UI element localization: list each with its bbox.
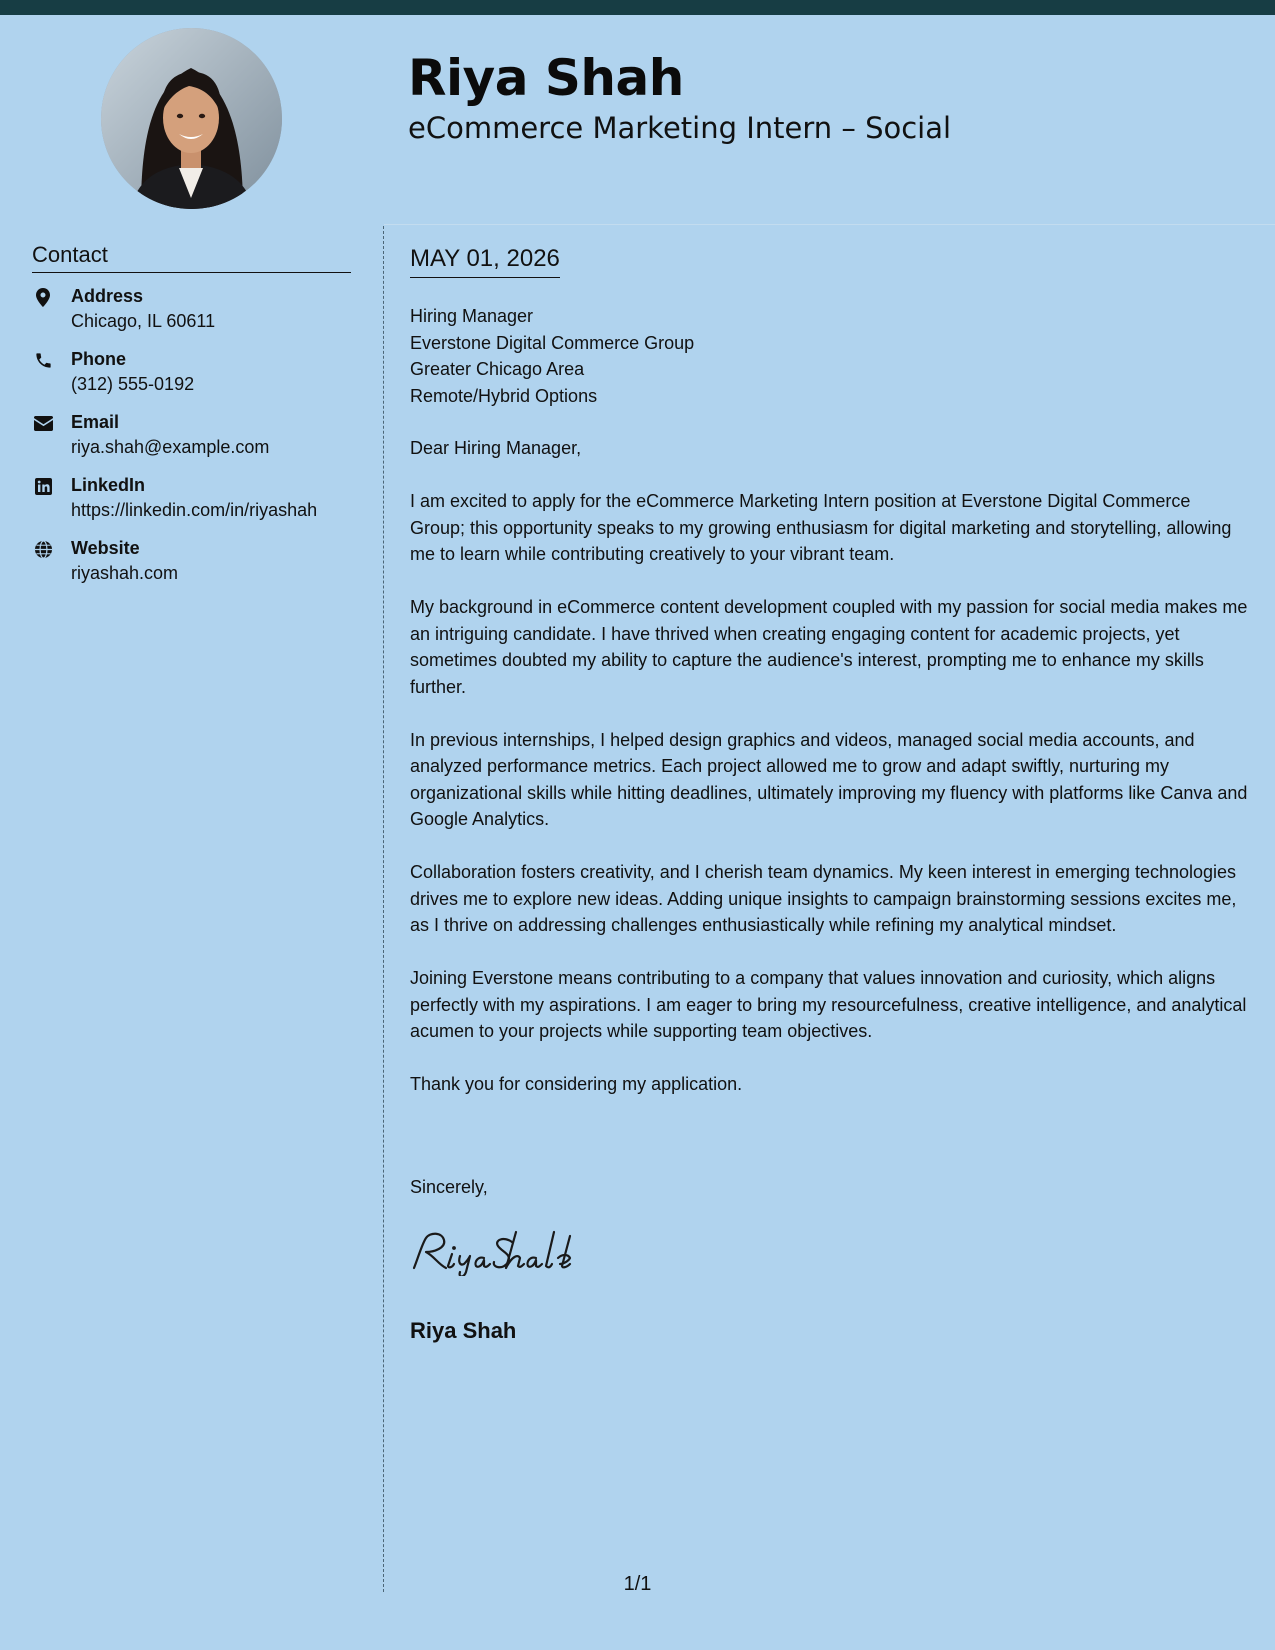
body-paragraph: In previous internships, I helped design graphics and videos, managed social media accounts, and analyzed performance metrics. Each project allowed me to grow and adapt swiftly, nurturing my organizational skills while hitting deadlines, ultimately improving my fluency with platforms like Canva and Google Analytics. bbox=[410, 729, 1248, 829]
phone-icon bbox=[32, 350, 54, 370]
contact-item-phone bbox=[32, 347, 362, 410]
recipient-block bbox=[410, 303, 1250, 409]
handwritten-signature bbox=[408, 1228, 578, 1276]
body-paragraph: Thank you for considering my application. bbox=[410, 1074, 743, 1094]
globe-icon bbox=[32, 539, 54, 559]
contact-label: Address bbox=[71, 286, 144, 306]
address-value: Chicago, IL 60611 bbox=[71, 311, 216, 331]
recipient-line: Hiring Manager bbox=[410, 306, 534, 326]
contact-label: LinkedIn bbox=[71, 475, 146, 495]
letter-body bbox=[410, 488, 1250, 1124]
phone-value: (312) 555-0192 bbox=[71, 374, 195, 394]
candidate-name: Riya Shah bbox=[408, 49, 684, 107]
contact-heading: Contact bbox=[32, 240, 351, 273]
closing: Sincerely, bbox=[410, 1177, 488, 1197]
avatar bbox=[101, 28, 282, 209]
recipient-line: Greater Chicago Area bbox=[410, 359, 585, 379]
contact-item-address bbox=[32, 284, 362, 347]
recipient-line: Remote/Hybrid Options bbox=[410, 385, 598, 406]
body-paragraph: I am excited to apply for the eCommerce Marketing Intern position at Everstone Digital Commerce Group; this opportunity speaks to my growing enthusiasm for digital marketing and storytelling, allowing me to learn while contributing creatively to your vibrant team. bbox=[410, 491, 1232, 564]
linkedin-icon bbox=[32, 476, 54, 496]
contact-item-linkedin bbox=[32, 473, 362, 536]
contact-item-website bbox=[32, 536, 362, 599]
website-value[interactable]: riyashah.com bbox=[71, 563, 179, 583]
recipient-line: Everstone Digital Commerce Group bbox=[410, 332, 695, 353]
column-divider bbox=[383, 226, 384, 1592]
page-indicator: 1/1 bbox=[623, 1573, 652, 1595]
letter-date: MAY 01, 2026 bbox=[410, 243, 560, 278]
header-divider bbox=[384, 224, 1275, 225]
body-paragraph: Collaboration fosters creativity, and I cherish team dynamics. My keen interest in emerging technologies drives me to explore new ideas. Adding unique insights to campaign brainstorming sessions excites me, as I thrive on addressing challenges enthusiastically while refining my analytical mindset. bbox=[410, 862, 1237, 935]
job-title: eCommerce Marketing Intern – Social bbox=[408, 111, 952, 145]
contact-label: Phone bbox=[71, 349, 127, 369]
envelope-icon bbox=[32, 413, 54, 433]
body-paragraph: Joining Everstone means contributing to a company that values innovation and curiosity, which aligns perfectly with my aspirations. I am eager to bring my resourcefulness, creative intelligence, and analytical acumen to your projects while supporting team objectives. bbox=[410, 968, 1247, 1041]
contact-label: Website bbox=[71, 538, 140, 558]
contact-list bbox=[32, 284, 362, 599]
map-pin-icon bbox=[32, 287, 54, 307]
email-value[interactable]: riya.shah@example.com bbox=[71, 437, 270, 457]
signed-name: Riya Shah bbox=[410, 1318, 517, 1343]
top-accent-bar bbox=[0, 0, 1275, 15]
salutation: Dear Hiring Manager, bbox=[410, 438, 582, 458]
linkedin-value[interactable]: https://linkedin.com/in/riyashah bbox=[71, 500, 318, 520]
profile-photo bbox=[101, 28, 282, 209]
contact-label: Email bbox=[71, 412, 120, 432]
body-paragraph: My background in eCommerce content development coupled with my passion for social media makes me an intriguing candidate. I have thrived when creating engaging content for academic projects, yet sometimes doubted my ability to capture the audience's interest, prompting me to enhance my skills further. bbox=[410, 597, 1248, 697]
contact-item-email bbox=[32, 410, 362, 473]
